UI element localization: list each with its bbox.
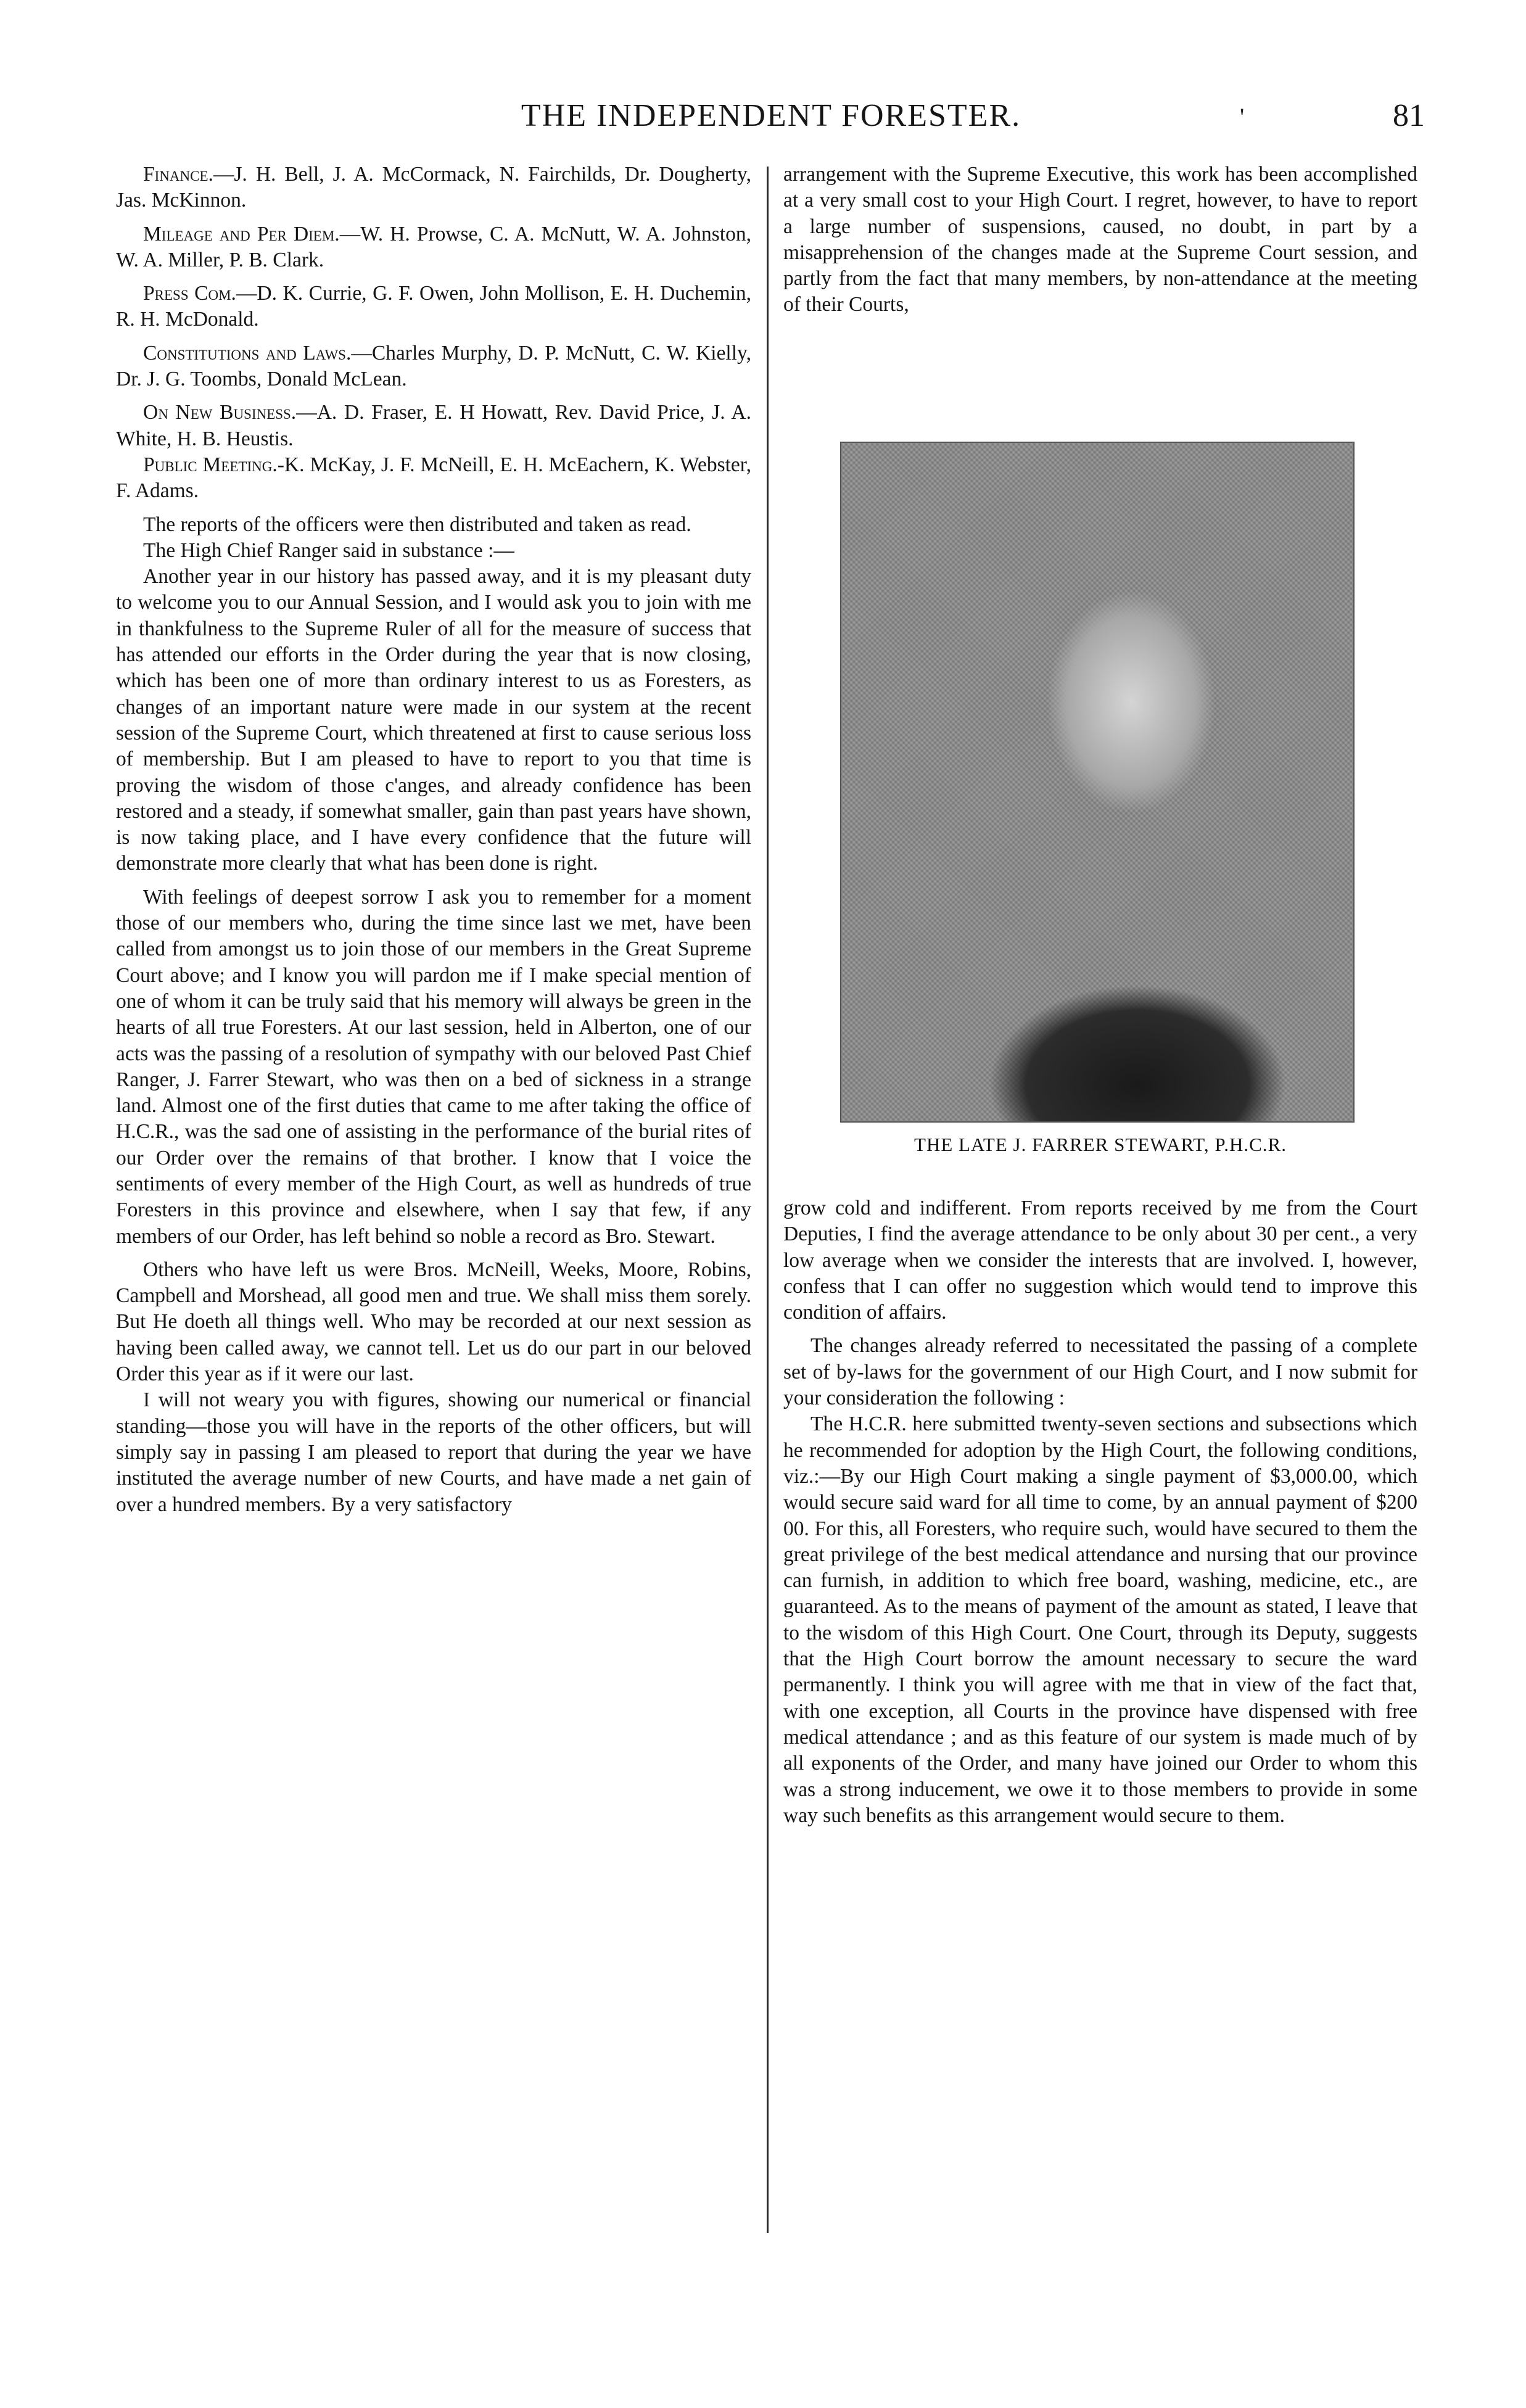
committee-label: Public Meeting. — [143, 453, 278, 476]
committee-constitutions — [116, 340, 751, 393]
committee-members: —A. D. Fraser, E. H Howatt, Rev. David Price, J. A. White, H. B. Heustis. — [116, 401, 751, 450]
paragraph: I will not weary you with figures, showing our numerical or financial standing—those you will have in the reports of the other officers, but will simply say in passing I am pleased to report that during the year we have instituted the average number of new Courts, and have made a net gain of over a hundred members. By a very satisfactory — [116, 1388, 751, 1516]
committee-members: —W. H. Prowse, C. A. McNutt, W. A. Johnston, W. A. Miller, P. B. Clark. — [116, 222, 751, 271]
committee-mileage — [116, 221, 751, 274]
left-column — [116, 162, 751, 1518]
portrait-caption: THE LATE J. FARRER STEWART, P.H.C.R. — [914, 1134, 1287, 1155]
committee-label: On New Business. — [143, 401, 297, 424]
paragraph: arrangement with the Supreme Executive, this work has been accomplished at a very small cost to your High Court. I regret, however, to have to report a large number of suspensions, caused, no doubt, in part by a misapprehension of the changes made at the Supreme Court session, and partly from the fact that many members, by non-attendance at the meeting of their Courts, — [783, 163, 1417, 316]
paragraph: The changes already referred to necessitated the passing of a complete set of by-laws for the government of our High Court, and I now submit for your consideration the following : — [783, 1334, 1417, 1410]
committee-members: —J. H. Bell, J. A. McCormack, N. Fairchilds, Dr. Dougherty, Jas. McKinnon. — [116, 163, 751, 212]
paragraph: Others who have left us were Bros. McNeill, Weeks, Moore, Robins, Campbell and Morshead, all good men and true. We shall miss them sorely. But He doeth all things well. Who may be recorded at our next session as having been called away, we cannot tell. Let us do our part in our beloved Order this year as if it were our last. — [116, 1258, 751, 1386]
paragraph: Another year in our history has passed away, and it is my pleasant duty to welcome you to our Annual Session, and I would ask you to join with me in thankfulness to the Supreme Ruler of all for the measure of success that has attended our efforts in the Order during the year that is now closing, which has been one of more than ordinary interest to us as Foresters, as changes of an important nature were made in our system at the recent session of the Supreme Court, which threatened at first to cause serious loss of membership. But I am pleased to have to report to you that time is proving the wisdom of those c'anges, and already confidence has been restored and a steady, if somewhat smaller, gain than past years have shown, is now taking place, and I have every confidence that the future will demonstrate more clearly that what has been done is right. — [116, 565, 751, 875]
column-divider — [767, 167, 769, 2233]
header-mark: ' — [1240, 103, 1245, 131]
committee-members: —D. K. Currie, G. F. Owen, John Mollison, E. H. Duchemin, R. H. McDonald. — [116, 282, 751, 331]
page-header — [117, 97, 1425, 147]
committee-label: Finance. — [143, 163, 213, 186]
right-column-top — [783, 162, 1417, 318]
committee-label: Press Com. — [143, 282, 236, 305]
committee-finance — [116, 162, 751, 214]
paragraph: With feelings of deepest sorrow I ask you to remember for a moment those of our members who, during the time since last we met, have been called from amongst us to join those of our members in the Great Supreme Court above; and I know you will pardon me if I make special mention of one of whom it can be truly said that his memory will always be green in the hearts of all true Foresters. At our last session, held in Alberton, one of our acts was the passing of a resolution of sympathy with our beloved Past Chief Ranger, J. Farrer Stewart, who was then on a bed of sickness in a strange land. Almost one of the first duties that came to me after taking the office of H.C.R., was the sad one of assisting in the performance of the burial rites of our Order over the remains of that brother. I know that I voice the sentiments of every member of the High Court, as well as hundreds of true Foresters in this province and elsewhere, when I say that few, if any members of our Order, has left behind so noble a record as Bro. Stewart. — [116, 885, 751, 1248]
paragraph: The High Chief Ranger said in substance :— — [143, 538, 514, 562]
paragraph: The H.C.R. here submitted twenty-seven sections and subsections which he recommended for adoption by the High Court, the following conditions, viz.:—By our High Court making a single payment of $3,000.00, which would secure said ward for all time to come, by an annual payment of $200 00. For this, all Foresters, who require such, would have secured to them the great privilege of the best medical attendance and nursing that our province can furnish, in addition to which free board, washing, medicine, etc., are guaranteed. As to the means of payment of the amount as stated, I leave that to the wisdom of this High Court. One Court, through its Deputy, suggests that the High Court borrow the amount necessary to secure the ward permanently. I think you will agree with me that in view of the fact that, with one exception, all Courts in the province have dispensed with free medical attendance ; and as this feature of our system is made much of by all exponents of the Order, and many have joined our Order to whom this was a strong inducement, we owe it to those members to provide in some way such benefits as this arrangement would secure to them. — [783, 1412, 1417, 1827]
paragraph: grow cold and indifferent. From reports received by me from the Court Deputies, I find the average attendance to be only about 30 per cent., a very low average when we consider the interests that are involved. I, however, confess that I can offer no suggestion which would tend to improve this condition of affairs. — [783, 1197, 1417, 1324]
committee-press — [116, 281, 751, 333]
committee-members: -K. McKay, J. F. McNeill, E. H. McEachern, K. Webster, F. Adams. — [116, 453, 751, 503]
committee-label: Constitutions and Laws. — [143, 341, 352, 365]
page-number: 81 — [1393, 98, 1425, 133]
portrait-image — [840, 442, 1355, 1123]
committee-public-meeting — [116, 452, 751, 505]
committee-label: Mileage and Per Diem. — [143, 222, 340, 245]
paragraph: The reports of the officers were then distributed and taken as read. — [143, 513, 691, 536]
right-column-bottom — [783, 1195, 1417, 1829]
committee-new-business — [116, 400, 751, 452]
journal-title: THE INDEPENDENT FORESTER. — [521, 98, 1021, 133]
committee-members: —Charles Murphy, D. P. McNutt, C. W. Kielly, Dr. J. G. Toombs, Donald McLean. — [116, 341, 751, 391]
